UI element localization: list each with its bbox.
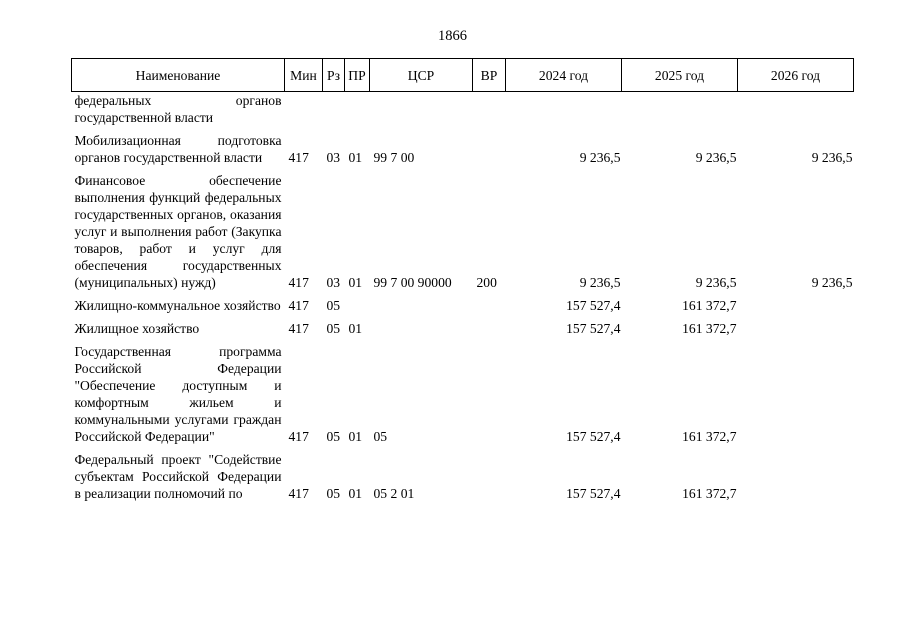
table-row <box>72 343 854 451</box>
row-name: Жилищно-коммунальное хозяйство <box>74 298 281 313</box>
row-2024: 9 236,5 <box>579 275 621 290</box>
row-rz: 05 <box>326 298 341 313</box>
row-2024: 157 527,4 <box>566 321 621 336</box>
row-pr: 01 <box>348 321 363 336</box>
row-vr: 200 <box>476 275 497 290</box>
row-2026 <box>738 343 854 451</box>
row-min <box>285 92 323 133</box>
table-row <box>72 92 854 133</box>
row-name: Государственная программа Российской Федерации "Обеспечение доступным и комфортным жильем и коммунальными услугами граждан Российской Федерации" <box>74 344 282 444</box>
header-csr: ЦСР <box>370 59 473 92</box>
table-header <box>72 59 854 92</box>
row-csr: 99 7 00 90000 <box>373 275 452 290</box>
table-body <box>72 92 854 509</box>
row-csr <box>370 92 473 133</box>
row-rz <box>323 92 345 133</box>
row-name: Мобилизационная подготовка органов государственной власти <box>74 133 282 165</box>
row-min: 417 <box>288 486 309 501</box>
row-2025: 161 372,7 <box>682 298 737 313</box>
row-min: 417 <box>288 429 309 444</box>
table-row <box>72 320 854 343</box>
table-row <box>72 172 854 297</box>
row-2025 <box>622 92 738 133</box>
row-min: 417 <box>288 298 309 313</box>
row-2024: 157 527,4 <box>566 486 621 501</box>
header-vr: ВР <box>473 59 506 92</box>
row-2025: 9 236,5 <box>695 150 737 165</box>
row-name: Финансовое обеспечение выполнения функций федеральных государственных органов, оказания услуг и выполнения работ (Закупка товаров, работ и услуг для обеспечения государственных (муниципальных) нужд) <box>74 173 282 290</box>
row-2026: 9 236,5 <box>811 150 853 165</box>
row-vr <box>473 132 506 172</box>
row-name: Федеральный проект "Содействие субъектам Российской Федерации в реализации полномочий по <box>74 452 282 501</box>
row-rz: 05 <box>326 429 341 444</box>
row-pr: 01 <box>348 486 363 501</box>
row-rz: 05 <box>326 321 341 336</box>
row-rz: 05 <box>326 486 341 501</box>
row-rz: 03 <box>326 275 341 290</box>
header-2025: 2025 год <box>622 59 738 92</box>
row-2025: 161 372,7 <box>682 429 737 444</box>
header-rz: Рз <box>323 59 345 92</box>
row-csr: 05 <box>373 429 388 444</box>
header-2024: 2024 год <box>506 59 622 92</box>
row-2026: 9 236,5 <box>811 275 853 290</box>
table-row <box>72 451 854 508</box>
row-csr: 05 2 01 <box>373 486 415 501</box>
header-2026: 2026 год <box>738 59 854 92</box>
row-2024: 157 527,4 <box>566 429 621 444</box>
page-number: 1866 <box>438 28 467 44</box>
budget-table <box>71 58 854 508</box>
row-csr <box>370 320 473 343</box>
row-2025: 9 236,5 <box>695 275 737 290</box>
header-name: Наименование <box>72 59 285 92</box>
row-2026 <box>738 320 854 343</box>
row-2026 <box>738 297 854 320</box>
row-min: 417 <box>288 321 309 336</box>
row-min: 417 <box>288 275 309 290</box>
row-min: 417 <box>288 150 309 165</box>
row-vr <box>473 92 506 133</box>
row-pr: 01 <box>348 429 363 444</box>
row-vr <box>473 297 506 320</box>
row-csr <box>370 297 473 320</box>
row-2025: 161 372,7 <box>682 321 737 336</box>
row-2026 <box>738 92 854 133</box>
row-vr <box>473 451 506 508</box>
row-rz: 03 <box>326 150 341 165</box>
row-2025: 161 372,7 <box>682 486 737 501</box>
row-pr <box>345 297 370 320</box>
row-2024: 157 527,4 <box>566 298 621 313</box>
row-csr: 99 7 00 <box>373 150 415 165</box>
row-pr: 01 <box>348 275 363 290</box>
row-2024: 9 236,5 <box>579 150 621 165</box>
header-row <box>72 59 854 92</box>
row-vr <box>473 343 506 451</box>
row-2024 <box>506 92 622 133</box>
header-min: Мин <box>285 59 323 92</box>
table-row <box>72 132 854 172</box>
table-row <box>72 297 854 320</box>
row-2026 <box>738 451 854 508</box>
header-pr: ПР <box>345 59 370 92</box>
row-pr <box>345 92 370 133</box>
row-name: федеральных органов государственной власти <box>74 93 282 125</box>
row-vr <box>473 320 506 343</box>
row-pr: 01 <box>348 150 363 165</box>
row-name: Жилищное хозяйство <box>74 321 200 336</box>
